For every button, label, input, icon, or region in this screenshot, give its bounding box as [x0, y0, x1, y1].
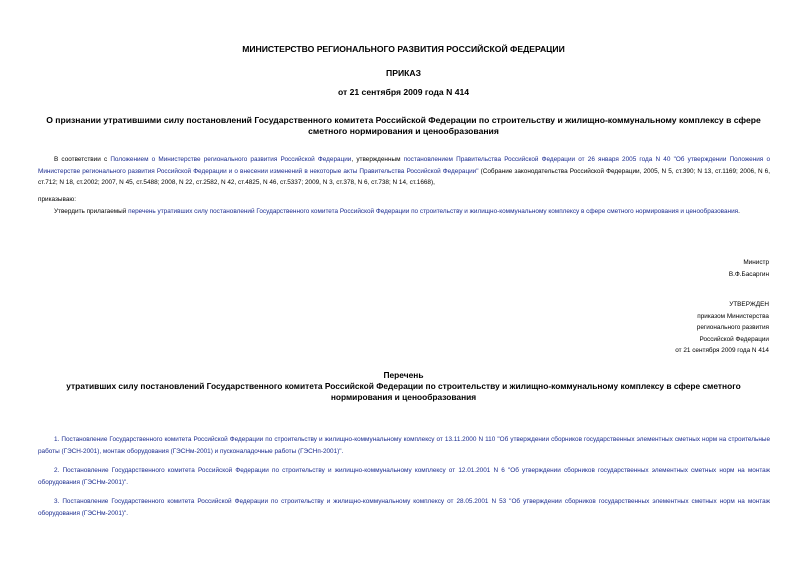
list-item-link-3[interactable]: 3. Постановление Государственного комитета Российской Федерации по строительству и жилищно-коммунальному комплексу от 28.05.2001 N 53 "Об утверждении сборников государственных элементных сметных норм на монтаж оборудования (ГЭСНм-2001)". [38, 498, 770, 517]
approval-line-5: от 21 сентября 2009 года N 414 [675, 347, 769, 354]
ministry-heading: МИНИСТЕРСТВО РЕГИОНАЛЬНОГО РАЗВИТИЯ РОССИЙСКОЙ ФЕДЕРАЦИИ [242, 44, 565, 54]
list-heading: Перечень [383, 370, 424, 380]
signature-position: Министр [743, 259, 769, 266]
list-item [38, 465, 770, 488]
list-item [38, 496, 770, 519]
list-item [38, 434, 770, 457]
approval-line-1: УТВЕРЖДЕН [729, 301, 769, 308]
order-word: приказываю: [38, 196, 76, 203]
doc-type-heading: ПРИКАЗ [386, 68, 421, 78]
list-item-link-2[interactable]: 2. Постановление Государственного комитета Российской Федерации по строительству и жилищно-коммунальному комплексу от 12.01.2001 N 6 "Об утверждении сборников государственных элементных сметных норм на монтаж оборудования (ГЭСНм-2001)". [38, 467, 770, 486]
list-heading-block [44, 370, 763, 403]
approve-text-1: Утвердить прилагаемый [54, 208, 129, 215]
preamble-text-3: (Собрание законодательства Российской Федерации, 2005, N 5, ст.390; N 13, ст.1169; 2006, N 6, ст.712; N 18, ст.2002; 2007, N 45, ст.5488; 2008, N 22, ст.2582, N 42, ст.4825, N 46, ст.5337; 2009, N 3, ст.378, N 6, ст.738; N 14, ст.1668), [38, 167, 770, 186]
signature-block [729, 257, 769, 280]
document-title: О признании утратившими силу постановлений Государственного комитета Российской Федерации по строительству и жилищно-коммунальному комплексу в сфере сметного нормирования и ценообразования [46, 115, 761, 136]
approve-paragraph [38, 206, 770, 218]
list-subheading: утративших силу постановлений Государственного комитета Российской Федерации по строительству и жилищно-коммунальному комплексу в сфере сметного нормирования и ценообразования [66, 381, 741, 402]
government-decree-link[interactable]: постановлением Правительства Российской Федерации от 26 января 2005 года N 40 "Об утверждении Положения о Министерстве регионального развития Российской Федерации и о внесении изменений в некоторые акты Правительства Российской Федерации" [38, 156, 770, 175]
approval-line-2: приказом Министерства [697, 312, 769, 320]
date-number-heading: от 21 сентября 2009 года N 414 [337, 87, 470, 97]
approve-text-2: . [738, 208, 740, 215]
approval-line-3: регионального развития [696, 324, 769, 331]
approval-block [675, 299, 769, 357]
list-item-link-1[interactable]: 1. Постановление Государственного комитета Российской Федерации по строительству и жилищно-коммунальному комплексу от 13.11.2000 N 110 "Об утверждении сборников государственных элементных сметных норм на строительные работы (ГЭСН-2001), монтаж оборудования (ГЭСНм-2001) и пусконаладочные работы (ГЭСНп-2001)". [38, 436, 770, 455]
signature-name: В.Ф.Басаргин [728, 270, 769, 278]
preamble-text-1: В соответствии с [54, 156, 111, 163]
approval-line-4: Российской Федерации [699, 335, 769, 343]
regulation-link[interactable]: Положением о Министерстве регионального развития Российской Федерации [110, 156, 352, 163]
list-link[interactable]: перечень утративших силу постановлений Государственного комитета Российской Федерации по строительству и жилищно-коммунальному комплексу в сфере сметного нормирования и ценообразования [128, 208, 739, 215]
preamble-text-2: , утвержденным [351, 156, 404, 163]
preamble-paragraph [38, 154, 770, 189]
